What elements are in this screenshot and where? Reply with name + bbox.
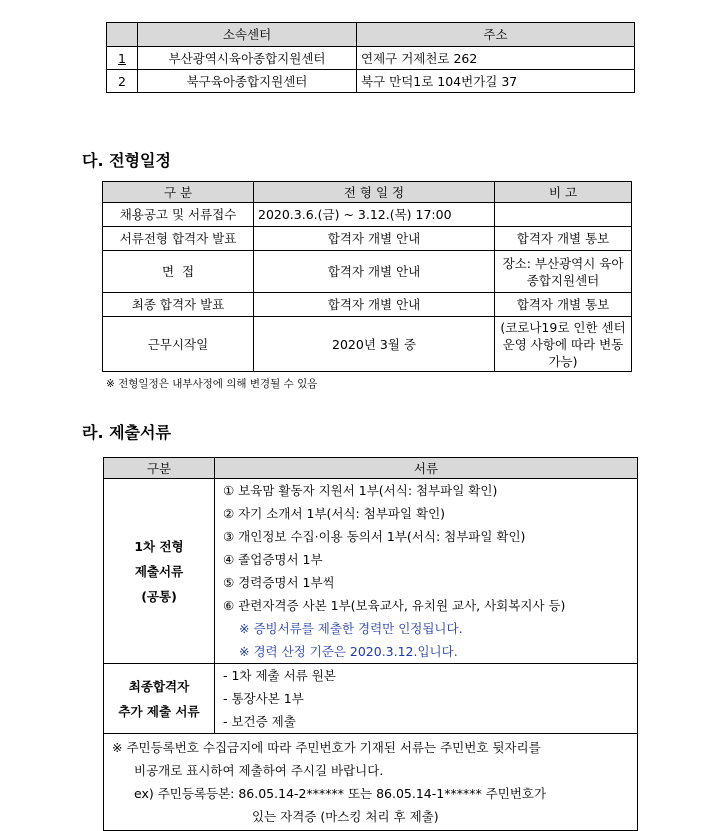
evidence-note: ※ 증빙서류를 제출한 경력만 인정됩니다. [239,621,463,636]
schedule-heading: 다. 전형일정 [82,151,171,170]
center-no: 1 [107,47,138,70]
footer-line: 있는 자격증 (마스킹 처리 후 제출) [252,809,439,824]
table-row [103,251,632,293]
schedule-note [495,203,632,227]
table-row [104,734,638,831]
first-stage-label-line: 제출서류 [134,563,184,579]
schedule-note: 합격자 개별 통보 [495,227,632,251]
schedule-category: 근무시작일 [103,317,254,372]
list-item: - 보건증 제출 [223,714,296,729]
final-stage-label [104,664,215,734]
footer-line: ex) 주민등록등본: 86.05.14-2****** 또는 86.05.14-1****** 주민번호가 [134,786,547,801]
schedule-note: 합격자 개별 통보 [495,293,632,317]
list-item: ⑤ 경력증명서 1부씩 [223,575,335,590]
schedule-note: (코로나19로 인한 센터 운영 사항에 따라 변동 가능) [495,317,632,372]
schedule-date: 2020.3.6.(금) ~ 3.12.(목) 17:00 [254,203,495,227]
table-row [104,479,638,664]
documents-header-category: 구분 [104,458,215,479]
first-stage-items [215,479,638,664]
schedule-category: 면 접 [103,251,254,293]
first-stage-label-line: (공통) [141,588,177,604]
career-date-note: ※ 경력 산정 기준은 2020.3.12.입니다. [239,644,458,659]
schedule-category: 최종 합격자 발표 [103,293,254,317]
centers-header-address: 주소 [357,23,635,47]
list-item: ④ 졸업증명서 1부 [223,552,323,567]
center-address: 북구 만덕1로 104번가길 37 [357,70,635,93]
schedule-footnote: ※ 전형일정은 내부사정에 의해 변경될 수 있음 [106,378,318,390]
first-stage-label [104,479,215,664]
documents-heading: 라. 제출서류 [82,423,171,442]
schedule-note: 장소: 부산광역시 육아종합지원센터 [495,251,632,293]
documents-footer-note [104,734,638,831]
documents-table [103,457,638,831]
centers-table [106,22,635,93]
table-row [103,317,632,372]
schedule-table [102,181,632,372]
centers-header-center: 소속센터 [138,23,357,47]
final-stage-label-line: 추가 제출 서류 [118,703,200,719]
schedule-date: 합격자 개별 안내 [254,227,495,251]
final-stage-items [215,664,638,734]
list-item: ⑥ 관련자격증 사본 1부(보육교사, 유치원 교사, 사회복지사 등) [223,598,566,613]
table-row [103,203,632,227]
documents-header-docs: 서류 [215,458,638,479]
first-stage-label-line: 1차 전형 [134,538,184,554]
list-item: - 통장사본 1부 [223,691,304,706]
schedule-category: 채용공고 및 서류접수 [103,203,254,227]
schedule-date: 2020년 3월 중 [254,317,495,372]
final-stage-label-line: 최종합격자 [128,678,190,694]
list-item: - 1차 제출 서류 원본 [223,668,336,683]
center-name: 북구육아종합지원센터 [138,70,357,93]
schedule-header-category: 구 분 [103,182,254,203]
table-row [104,664,638,734]
table-row [103,227,632,251]
schedule-date: 합격자 개별 안내 [254,251,495,293]
footer-line: 비공개로 표시하여 제출하여 주시길 바랍니다. [134,763,384,778]
schedule-header-date: 전 형 일 정 [254,182,495,203]
list-item: ② 자기 소개서 1부(서식: 첨부파일 확인) [223,506,446,521]
list-item: ① 보육맘 활동자 지원서 1부(서식: 첨부파일 확인) [223,483,498,498]
center-name: 부산광역시육아종합지원센터 [138,47,357,70]
table-row [103,293,632,317]
schedule-category: 서류전형 합격자 발표 [103,227,254,251]
centers-header-no [107,23,138,47]
footer-line: ※ 주민등록번호 수집금지에 따라 주민번호가 기재된 서류는 주민번호 뒷자리를 [112,740,541,755]
center-address: 연제구 거제천로 262 [357,47,635,70]
schedule-header-note: 비 고 [495,182,632,203]
schedule-date: 합격자 개별 안내 [254,293,495,317]
list-item: ③ 개인정보 수집·이용 동의서 1부(서식: 첨부파일 확인) [223,529,526,544]
center-no: 2 [107,70,138,93]
table-row [107,47,635,70]
table-row [107,70,635,93]
